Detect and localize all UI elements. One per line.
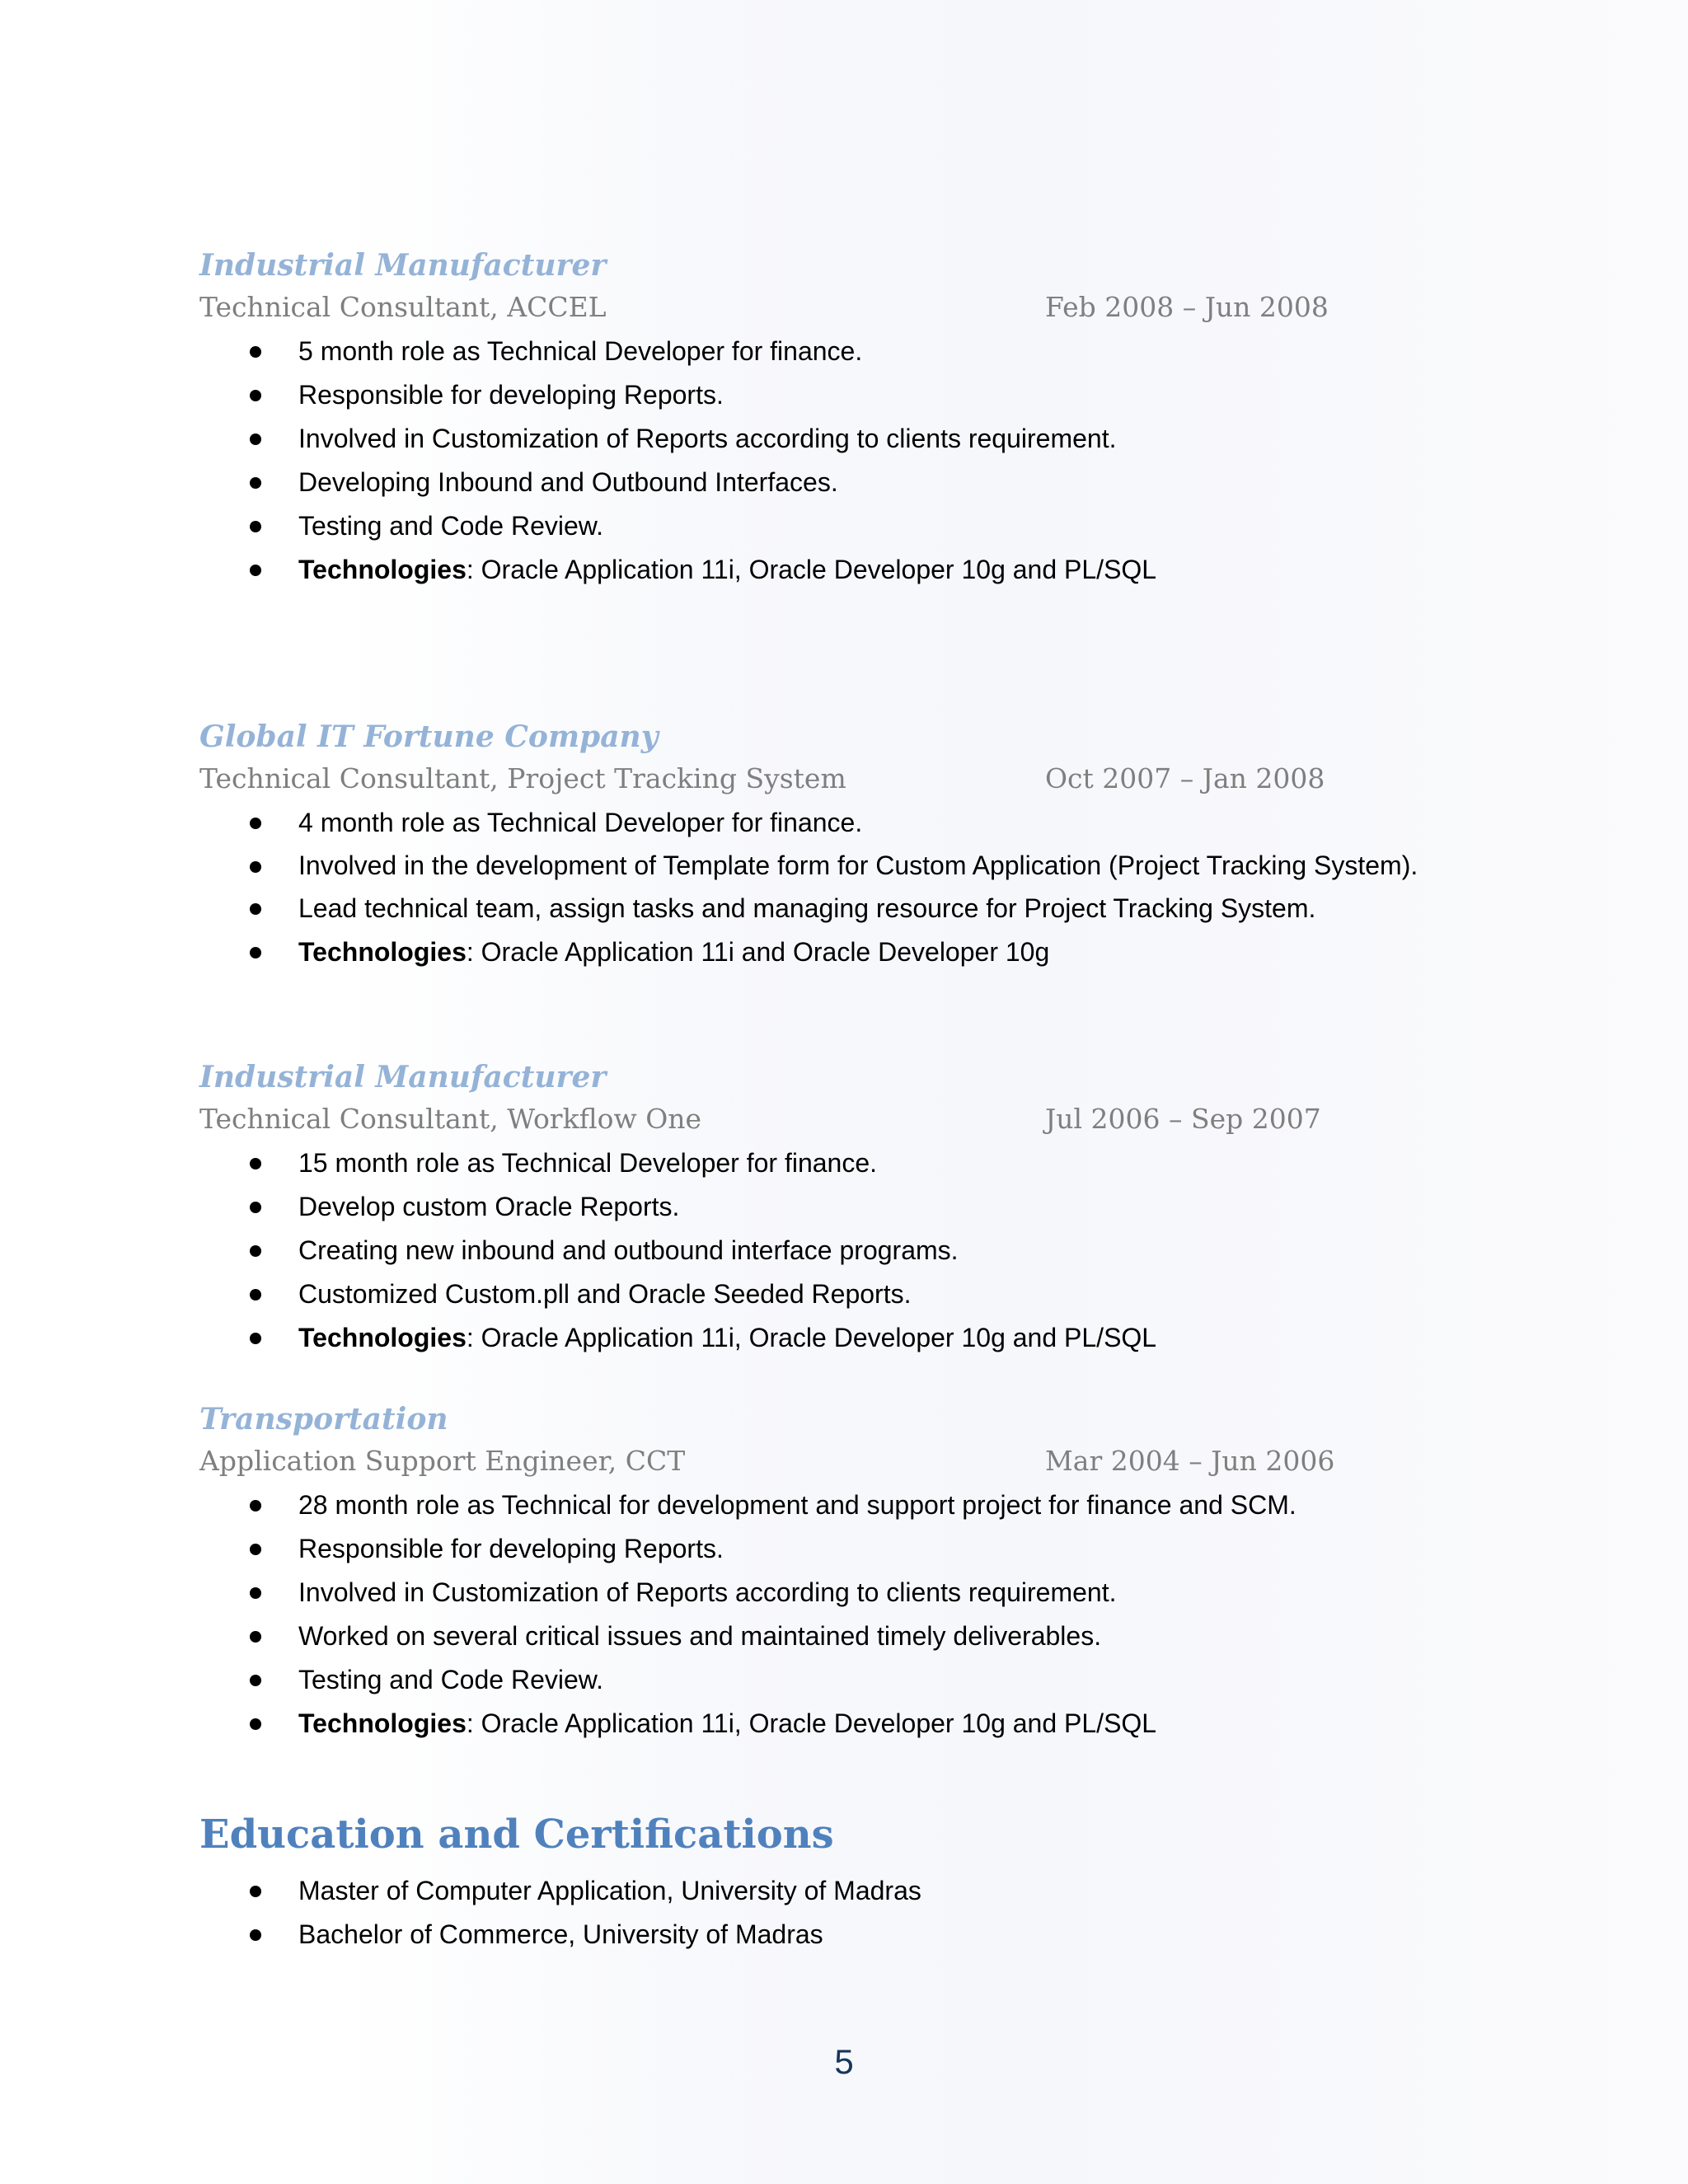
- bullet-icon: [250, 521, 261, 532]
- role-row: [199, 1439, 1452, 1483]
- bullet-icon: [250, 818, 261, 829]
- bullet-icon: [250, 861, 261, 873]
- responsibility-list: [199, 801, 1452, 974]
- responsibility-list: [199, 1483, 1452, 1746]
- list-item-text: Developing Inbound and Outbound Interfaces.: [298, 467, 838, 497]
- list-item: [199, 845, 1568, 887]
- company-name: Global IT Fortune Company: [199, 719, 659, 754]
- list-item-text: Bachelor of Commerce, University of Madras: [298, 1919, 823, 1949]
- list-item-text: 15 month role as Technical Developer for finance.: [298, 1148, 878, 1178]
- list-item-text: Lead technical team, assign tasks and managing resource for Project Tracking System.: [298, 893, 1316, 923]
- list-item-text: Responsible for developing Reports.: [298, 380, 724, 410]
- company-name: Transportation: [199, 1402, 448, 1436]
- list-item-text: Testing and Code Review.: [298, 511, 603, 541]
- bullet-icon: [250, 947, 261, 958]
- date-range: Jul 2006 – Sep 2007: [1045, 1103, 1321, 1135]
- education-section: [199, 1869, 1568, 1957]
- bullet-icon: [250, 1675, 261, 1686]
- list-item: [199, 1658, 1568, 1702]
- bullet-icon: [250, 434, 261, 445]
- technologies-label: Technologies: [298, 555, 467, 584]
- page-number: 5: [834, 2042, 854, 2081]
- bullet-icon: [250, 1333, 261, 1344]
- list-item: [199, 1483, 1568, 1527]
- company-name: Industrial Manufacturer: [199, 1060, 607, 1094]
- list-item: [199, 1229, 1568, 1272]
- bullet-icon: [250, 1158, 261, 1169]
- bullet-icon: [250, 565, 261, 576]
- technologies-label: Technologies: [298, 1323, 467, 1352]
- technologies-value: : Oracle Application 11i, Oracle Developer 10g and PL/SQL: [466, 1323, 1157, 1352]
- list-item-text: Master of Computer Application, University of Madras: [298, 1876, 921, 1905]
- role-title: Technical Consultant, ACCEL: [199, 291, 607, 323]
- company-name: Industrial Manufacturer: [199, 248, 607, 283]
- list-item: [199, 1571, 1568, 1615]
- job-entry: [199, 717, 1452, 974]
- role-row: [199, 1097, 1452, 1141]
- bullet-icon: [250, 903, 261, 915]
- bullet-icon: [250, 1500, 261, 1511]
- list-item: [199, 373, 1568, 417]
- role-row: [199, 285, 1452, 330]
- job-entry: [199, 1057, 1452, 1360]
- list-item-text: 4 month role as Technical Developer for finance.: [298, 808, 863, 837]
- list-item-text: Creating new inbound and outbound interface programs.: [298, 1235, 959, 1265]
- list-item-text: Involved in Customization of Reports according to clients requirement.: [298, 1577, 1117, 1607]
- education-heading: Education and Certifications: [199, 1811, 834, 1858]
- education-list: [199, 1869, 1568, 1957]
- date-range: Oct 2007 – Jan 2008: [1045, 762, 1325, 794]
- bullet-icon: [250, 1245, 261, 1257]
- technologies-item: [199, 1316, 1568, 1360]
- bullet-icon: [250, 1631, 261, 1643]
- list-item-text: 5 month role as Technical Developer for finance.: [298, 336, 863, 366]
- role-title: Application Support Engineer, CCT: [199, 1445, 686, 1477]
- list-item: [199, 1527, 1568, 1571]
- list-item: [199, 504, 1568, 548]
- technologies-item: [199, 548, 1568, 592]
- list-item-text: Testing and Code Review.: [298, 1665, 603, 1694]
- list-item: [199, 1913, 1568, 1957]
- technologies-label: Technologies: [298, 937, 467, 967]
- role-row: [199, 757, 1452, 801]
- responsibility-list: [199, 1141, 1452, 1360]
- list-item-text: 28 month role as Technical for development and support project for finance and SCM.: [298, 1490, 1296, 1520]
- bullet-icon: [250, 1718, 261, 1730]
- list-item-text: Involved in Customization of Reports according to clients requirement.: [298, 424, 1117, 453]
- bullet-icon: [250, 390, 261, 401]
- list-item: [199, 1185, 1568, 1229]
- list-item-text: Customized Custom.pll and Oracle Seeded Reports.: [298, 1279, 912, 1309]
- list-item: [199, 1869, 1568, 1913]
- list-item-text: Worked on several critical issues and maintained timely deliverables.: [298, 1621, 1102, 1651]
- bullet-icon: [250, 1886, 261, 1897]
- bullet-icon: [250, 346, 261, 358]
- job-entry: [199, 1399, 1452, 1746]
- bullet-icon: [250, 477, 261, 489]
- technologies-value: : Oracle Application 11i, Oracle Developer 10g and PL/SQL: [466, 555, 1157, 584]
- bullet-icon: [250, 1587, 261, 1599]
- date-range: Mar 2004 – Jun 2006: [1045, 1445, 1335, 1477]
- technologies-value: : Oracle Application 11i and Oracle Developer 10g: [466, 937, 1050, 967]
- list-item: [199, 1141, 1568, 1185]
- responsibility-list: [199, 330, 1452, 592]
- list-item: [199, 330, 1568, 373]
- list-item: [199, 1272, 1568, 1316]
- list-item: [199, 1615, 1568, 1658]
- list-item: [199, 461, 1568, 504]
- bullet-icon: [250, 1202, 261, 1213]
- date-range: Feb 2008 – Jun 2008: [1045, 291, 1329, 323]
- list-item-text: Develop custom Oracle Reports.: [298, 1192, 680, 1221]
- role-title: Technical Consultant, Project Tracking System: [199, 762, 846, 794]
- bullet-icon: [250, 1544, 261, 1555]
- technologies-item: [199, 1702, 1568, 1746]
- list-item-text: Involved in the development of Template form for Custom Application (Project Tracking System).: [298, 851, 1418, 880]
- bullet-icon: [250, 1929, 261, 1941]
- role-title: Technical Consultant, Workflow One: [199, 1103, 702, 1135]
- list-item-text: Responsible for developing Reports.: [298, 1534, 724, 1563]
- technologies-value: : Oracle Application 11i, Oracle Developer 10g and PL/SQL: [466, 1708, 1157, 1738]
- technologies-label: Technologies: [298, 1708, 467, 1738]
- list-item: [199, 887, 1568, 930]
- job-entry: [199, 246, 1452, 592]
- list-item: [199, 417, 1568, 461]
- list-item: [199, 801, 1568, 845]
- technologies-item: [199, 930, 1568, 974]
- bullet-icon: [250, 1289, 261, 1301]
